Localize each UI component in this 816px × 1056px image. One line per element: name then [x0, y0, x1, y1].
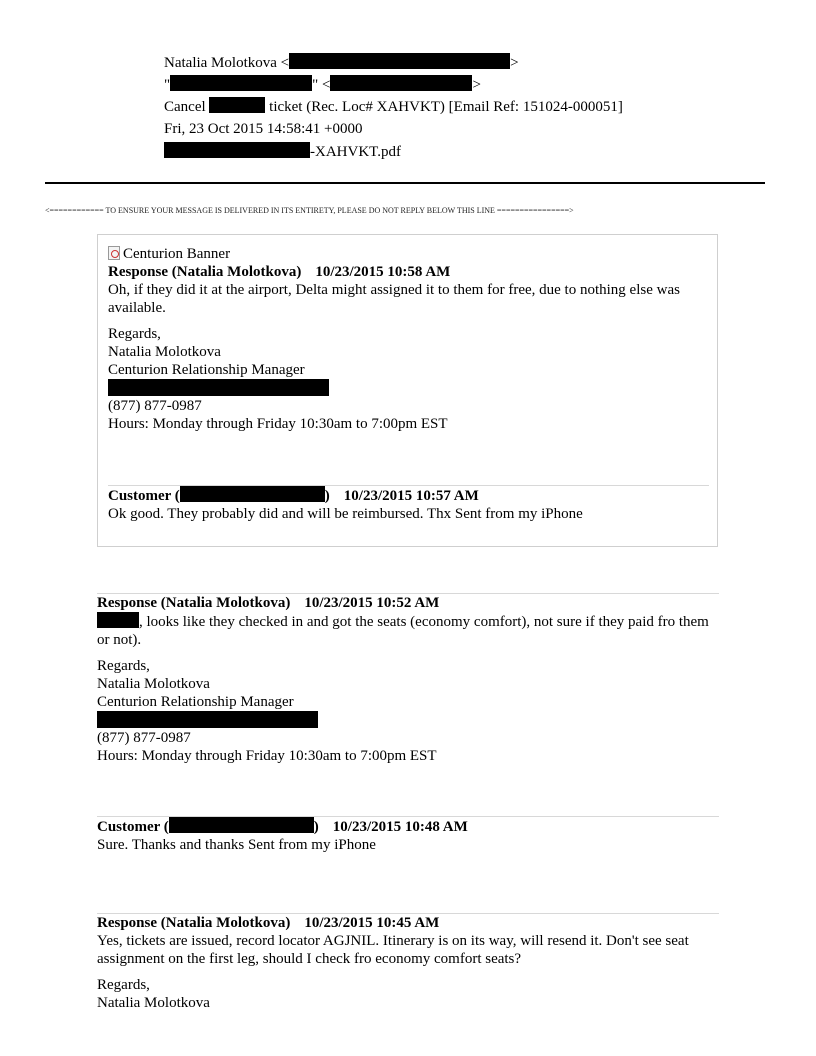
redacted-signature-email — [108, 379, 329, 396]
message-timestamp: 10/23/2015 10:48 AM — [332, 819, 468, 835]
message-body: Ok good. They probably did and will be reimbursed. Thx Sent from my iPhone — [108, 506, 583, 522]
message-body: Yes, tickets are issued, record locator AGJNIL. Itinerary is on its way, will resend it. Don't see seat assignment on the first leg, should I check fro economy comfort seats? — [97, 933, 689, 967]
signature-name: Natalia Molotkova — [108, 344, 221, 360]
banner-alt-text: Centurion Banner — [123, 246, 231, 262]
redacted-subject-word — [209, 97, 265, 113]
message-title: Customer ( ) 10/23/2015 10:48 AM — [97, 819, 468, 835]
to-mid: " < — [312, 77, 331, 93]
signature-regards: Regards, — [97, 977, 150, 993]
date-value: Fri, 23 Oct 2015 14:58:41 +0000 — [164, 121, 363, 137]
signature-phone: (877) 877-0987 — [97, 730, 191, 746]
from-end: > — [510, 55, 519, 71]
message-timestamp: 10/23/2015 10:58 AM — [315, 264, 451, 280]
redacted-email — [289, 53, 510, 69]
to-end: > — [472, 77, 481, 93]
message-timestamp: 10/23/2015 10:57 AM — [343, 488, 479, 504]
signature-regards: Regards, — [108, 326, 161, 342]
message-response-3 — [97, 914, 717, 1012]
redacted-recipient-name — [170, 75, 312, 91]
attachment-suffix: -XAHVKT.pdf — [310, 144, 401, 160]
redacted-attachment-name — [164, 142, 310, 158]
message-title: Response (Natalia Molotkova) 10/23/2015 10:45 AM — [97, 915, 440, 931]
signature-hours: Hours: Monday through Friday 10:30am to 7:00pm EST — [108, 416, 448, 432]
signature-name: Natalia Molotkova — [97, 995, 210, 1011]
message-customer-2 — [97, 817, 717, 854]
redacted-recipient-email — [330, 75, 472, 91]
message-response-1 — [108, 263, 708, 433]
signature-title: Centurion Relationship Manager — [97, 694, 294, 710]
message-title: Customer ( ) 10/23/2015 10:57 AM — [108, 488, 479, 504]
broken-image-icon — [108, 246, 120, 260]
signature-title: Centurion Relationship Manager — [108, 362, 305, 378]
to-open-quote: " — [164, 77, 171, 93]
message-body: Sure. Thanks and thanks Sent from my iPhone — [97, 837, 376, 853]
from-name: Natalia Molotkova < — [164, 55, 290, 71]
message-timestamp: 10/23/2015 10:52 AM — [304, 595, 440, 611]
message-customer-1 — [108, 486, 708, 523]
message-body: , looks like they checked in and got the seats (economy comfort), not sure if they paid fro them or not). — [97, 614, 709, 648]
signature-name: Natalia Molotkova — [97, 676, 210, 692]
banner-image — [108, 245, 230, 263]
message-timestamp: 10/23/2015 10:45 AM — [304, 915, 440, 931]
signature-hours: Hours: Monday through Friday 10:30am to 7:00pm EST — [97, 748, 437, 764]
message-body: Oh, if they did it at the airport, Delta might assigned it to them for free, due to nothing else was available. — [108, 282, 680, 316]
redacted-customer-name — [169, 817, 314, 833]
signature-regards: Regards, — [97, 658, 150, 674]
attachment-link[interactable] — [164, 142, 401, 162]
message-title: Response (Natalia Molotkova) 10/23/2015 10:52 AM — [97, 595, 440, 611]
reply-notice: <============ TO ENSURE YOUR MESSAGE IS DELIVERED IN ITS ENTIRETY, PLEASE DO NOT REPLY BELOW THIS LINE ================> — [45, 206, 574, 215]
message-title: Response (Natalia Molotkova) 10/23/2015 10:58 AM — [108, 264, 451, 280]
subject-pre: Cancel — [164, 99, 206, 115]
redacted-recipient-name — [97, 612, 139, 628]
redacted-signature-email — [97, 711, 318, 728]
redacted-customer-name — [180, 486, 325, 502]
subject-post: ticket (Rec. Loc# XAHVKT) [Email Ref: 151024-000051] — [269, 99, 623, 115]
message-response-2 — [97, 594, 717, 765]
header-divider — [45, 182, 765, 184]
signature-phone: (877) 877-0987 — [108, 398, 202, 414]
